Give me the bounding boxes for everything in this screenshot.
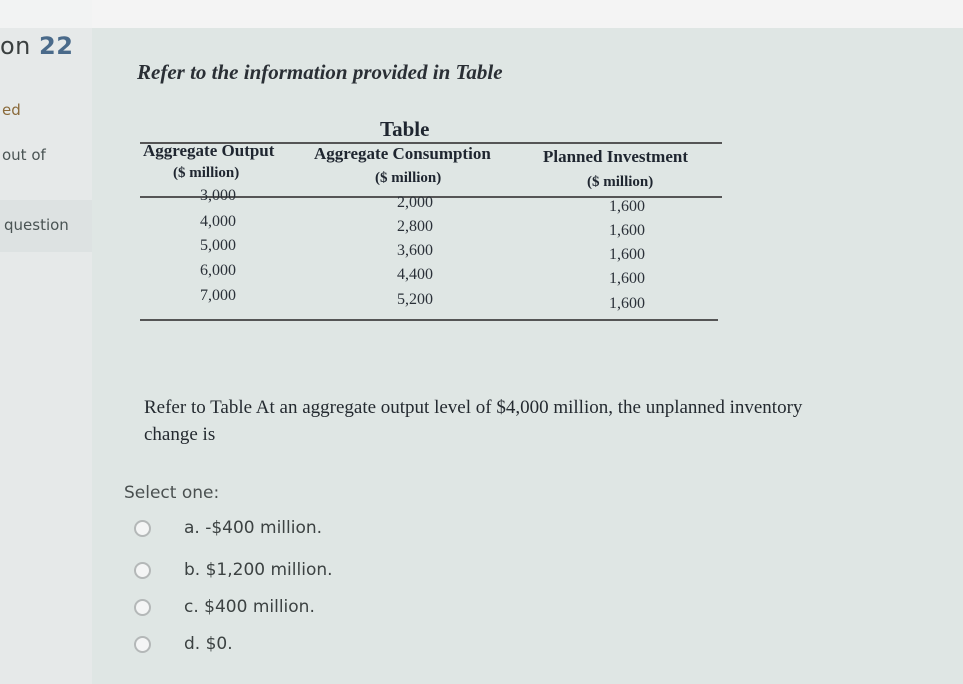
table-cell: 3,600 xyxy=(397,242,433,259)
table-cell: 2,000 xyxy=(397,194,433,211)
table-cell: 4,000 xyxy=(200,213,236,230)
col-unit-aggregate-consumption: ($ million) xyxy=(375,170,442,186)
question-content xyxy=(92,28,963,684)
panel-top-strip xyxy=(0,0,92,28)
question-number: on 22 xyxy=(0,32,74,60)
table-cell: 7,000 xyxy=(200,287,236,304)
radio-button-icon[interactable] xyxy=(134,520,151,537)
col-header-planned-investment: Planned Investment xyxy=(543,147,688,166)
table-cell: 5,200 xyxy=(397,291,433,308)
table-cell: 6,000 xyxy=(200,262,236,279)
content-top-bar xyxy=(92,0,963,28)
table-bottom-rule xyxy=(140,319,718,321)
table-cell: 3,000 xyxy=(200,187,236,204)
table-cell: 4,400 xyxy=(397,266,433,283)
radio-button-icon[interactable] xyxy=(134,636,151,653)
table-cell: 1,600 xyxy=(609,198,645,215)
table-cell: 1,600 xyxy=(609,222,645,239)
table-caption: Table xyxy=(380,117,430,141)
question-marks: out of xyxy=(2,146,46,164)
question-status: ed xyxy=(2,101,21,119)
answer-option-label[interactable]: b. $1,200 million. xyxy=(184,560,333,580)
select-one-label: Select one: xyxy=(124,483,220,503)
col-unit-aggregate-output: ($ million) xyxy=(173,165,240,181)
radio-button-icon[interactable] xyxy=(134,562,151,579)
table-cell: 2,800 xyxy=(397,218,433,235)
answer-option-label[interactable]: a. -$400 million. xyxy=(184,518,323,538)
table-cell: 1,600 xyxy=(609,270,645,287)
table-cell: 1,600 xyxy=(609,246,645,263)
answer-option-label[interactable]: d. $0. xyxy=(184,634,233,654)
flag-question-link[interactable]: question xyxy=(4,216,69,234)
table-cell: 5,000 xyxy=(200,237,236,254)
col-header-aggregate-consumption: Aggregate Consumption xyxy=(314,144,491,163)
col-header-aggregate-output: Aggregate Output xyxy=(143,141,275,160)
question-text xyxy=(144,394,963,448)
question-line-2: change is xyxy=(144,424,216,445)
col-unit-planned-investment: ($ million) xyxy=(587,174,654,190)
table-cell: 1,600 xyxy=(609,295,645,312)
radio-button-icon[interactable] xyxy=(134,599,151,616)
intro-text: Refer to the information provided in Table xyxy=(137,60,503,84)
answer-option-label[interactable]: c. $400 million. xyxy=(184,597,315,617)
question-line-1: Refer to Table At an aggregate output level of $4,000 million, the unplanned inventory xyxy=(144,397,803,418)
